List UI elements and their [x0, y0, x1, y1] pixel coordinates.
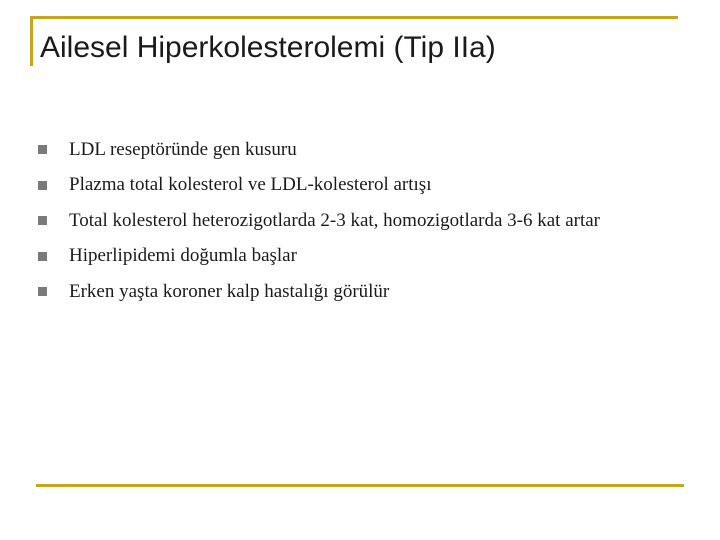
square-bullet-icon [38, 287, 47, 296]
bottom-border-line [36, 484, 684, 487]
list-item [38, 239, 600, 275]
bullet-text: Total kolesterol heterozigotlarda 2-3 kat, homozigotlarda 3-6 kat artar [69, 209, 600, 231]
list-item [38, 274, 600, 310]
square-bullet-icon [38, 145, 47, 154]
bullet-text: Erken yaşta koroner kalp hastalığı görülür [69, 280, 390, 302]
bullet-list [38, 132, 600, 310]
bullet-text: Hiperlipidemi doğumla başlar [69, 245, 297, 267]
top-border-line [30, 16, 678, 19]
list-item [38, 132, 600, 168]
list-item [38, 203, 600, 239]
square-bullet-icon [38, 216, 47, 225]
square-bullet-icon [38, 181, 47, 190]
list-item [38, 168, 600, 204]
left-border-line [30, 16, 33, 66]
bullet-text: Plazma total kolesterol ve LDL-kolesterol artışı [69, 174, 432, 196]
bullet-text: LDL reseptöründe gen kusuru [69, 138, 297, 160]
slide-title: Ailesel Hiperkolesterolemi (Tip IIa) [40, 31, 496, 64]
square-bullet-icon [38, 252, 47, 261]
